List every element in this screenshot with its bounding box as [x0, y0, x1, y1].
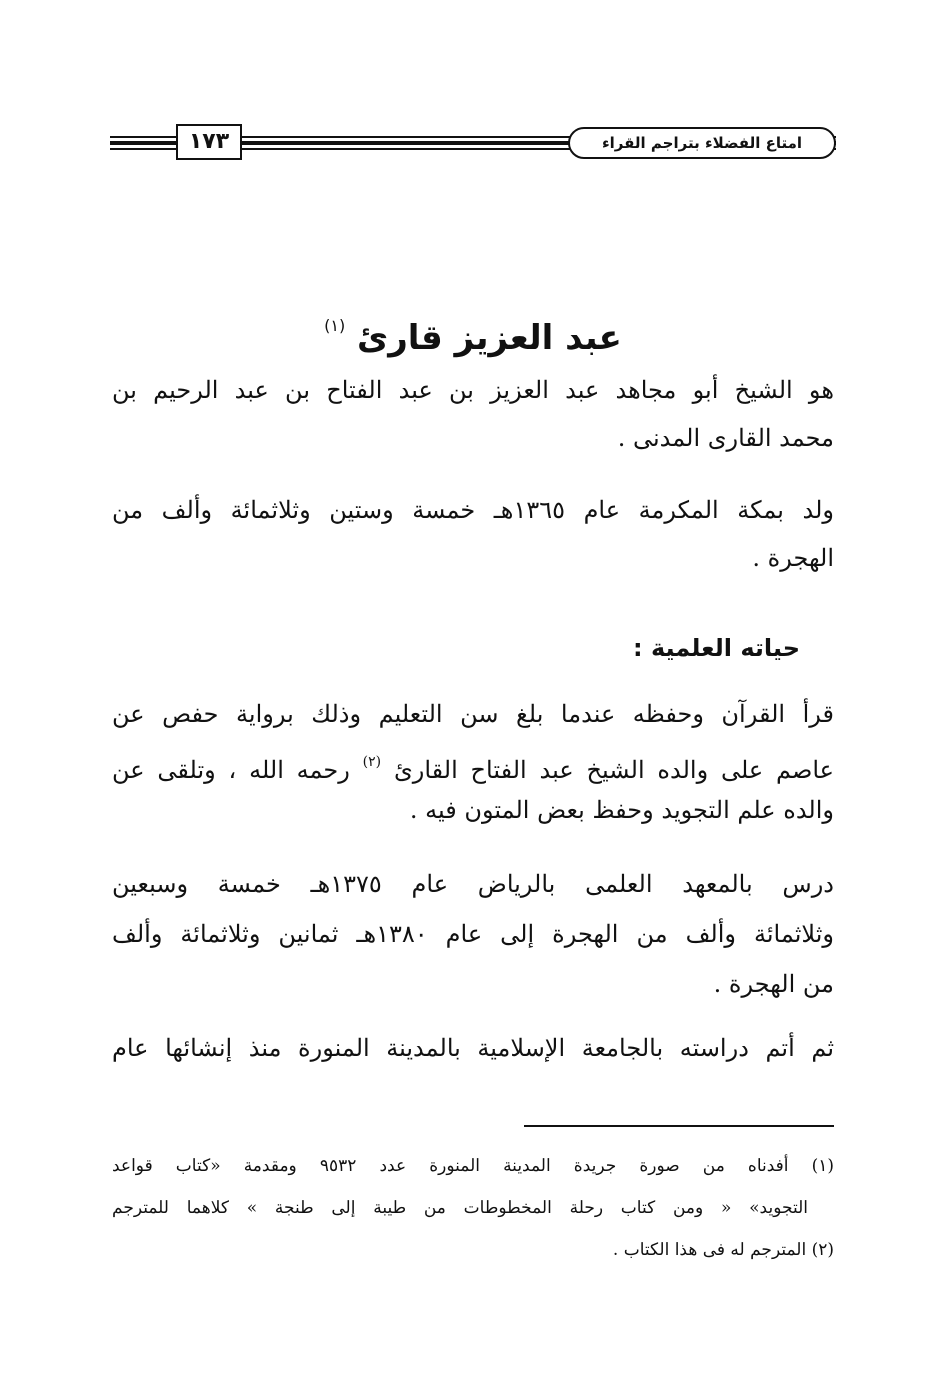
paragraph	[112, 690, 834, 834]
footnote-separator	[524, 1125, 834, 1127]
section-heading: حياته العلمية :	[632, 634, 800, 662]
footnote-reference: (٢)	[362, 754, 382, 770]
text-line	[112, 738, 834, 786]
text-line: وثلاثمائة وألف من الهجرة إلى عام ١٣٨٠هـ ثمانين وثلاثمائة وألف	[112, 920, 834, 948]
text-line: هو الشيخ أبو مجاهد عبد العزيز بن عبد الفتاح بن عبد الرحيم بن	[112, 376, 834, 404]
chapter-title	[110, 296, 836, 368]
book-title: امتاع الفضلاء بتراجم القراء	[568, 127, 836, 159]
paragraph	[112, 486, 834, 582]
text-line: درس بالمعهد العلمى بالرياض عام ١٣٧٥هـ خمسة وسبعين	[112, 870, 834, 898]
text-segment: رحمه الله ، وتلقى عن	[112, 756, 350, 784]
page-number: ١٧٣	[176, 124, 242, 160]
text-line: ثم أتم دراسته بالجامعة الإسلامية بالمدينة المنورة منذ إنشائها عام	[112, 1034, 834, 1062]
text-line: ولد بمكة المكرمة عام ١٣٦٥هـ خمسة وستين وثلاثمائة وألف من	[112, 496, 834, 524]
text-line: قرأ القرآن وحفظه عندما بلغ سن التعليم وذلك برواية حفص عن	[112, 700, 834, 728]
text-line: من الهجرة .	[713, 970, 834, 998]
text-line: والده علم التجويد وحفظ بعض المتون فيه .	[409, 796, 834, 824]
paragraph	[112, 366, 834, 462]
paragraph	[112, 1024, 834, 1072]
running-header	[110, 122, 836, 164]
text-segment: عاصم على والده الشيخ عبد الفتاح القارئ	[393, 756, 835, 784]
footnote-line: (١) أفدناه من صورة جريدة المدينة المنورة عدد ٩٥٣٢ ومقدمة «كتاب قواعد	[112, 1156, 835, 1176]
text-line: الهجرة .	[752, 544, 834, 572]
chapter-title-text: عبد العزيز قارئ	[357, 318, 622, 358]
paragraph	[112, 860, 834, 1004]
footnote-reference: (١)	[324, 316, 346, 335]
footnote-line: التجويد» « ومن كتاب رحلة المخطوطات من طيبة إلى طنجة » كلاهما للمترجم	[112, 1198, 808, 1218]
text-line: محمد القارى المدنى .	[617, 424, 834, 452]
footnote-line: (٢) المترجم له فى هذا الكتاب .	[612, 1240, 834, 1260]
